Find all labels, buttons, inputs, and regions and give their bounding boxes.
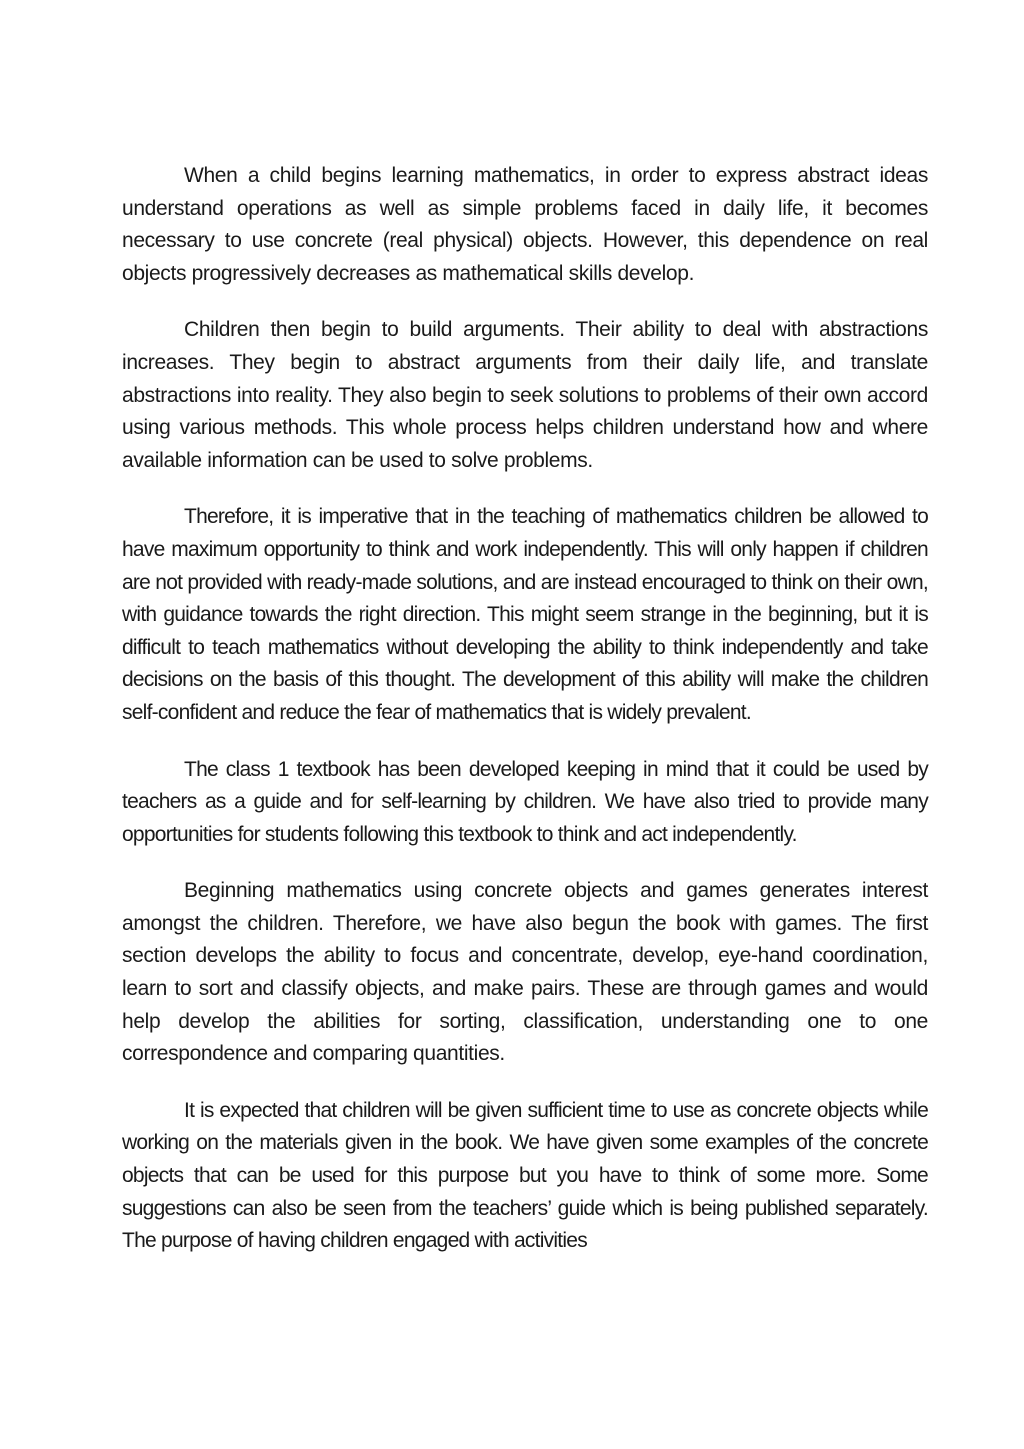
paragraph-2: Children then begin to build arguments. Their ability to deal with abstractions increases. They begin to abstract arguments from their daily life, and translate abstractions into reality. They also begin to seek solutions to problems of their own accord using various methods. This whole process helps children understand how and where available information can be used to solve problems. xyxy=(122,318,928,472)
paragraph-1: When a child begins learning mathematics, in order to express abstract ideas understand operations as well as simple problems faced in daily life, it becomes necessary to use concrete (real physical) objects. However, this dependence on real objects progressively decreases as mathematical skills develop. xyxy=(122,164,928,285)
paragraph-6: It is expected that children will be given sufficient time to use as concrete objects while working on the materials given in the book. We have given some examples of the concrete objects that can be used for this purpose but you have to think of some more. Some suggestions can also be seen from the teachers’ guide which is being published separately. The purpose of having children engaged with activities xyxy=(122,1098,928,1253)
paragraph-3: Therefore, it is imperative that in the teaching of mathematics children be allowed to have maximum opportunity to think and work independently. This will only happen if children are not provided with ready-made solutions, and are instead encouraged to think on their own, with guidance towards the right direction. This might seem strange in the beginning, but it is difficult to teach mathematics without developing the ability to think independently and take decisions on the basis of this thought. The development of this ability will make the children self-confident and reduce the fear of mathematics that is widely prevalent. xyxy=(122,505,928,724)
document-body xyxy=(122,160,928,1282)
paragraph-4: The class 1 textbook has been developed keeping in mind that it could be used by teachers as a guide and for self-learning by children. We have also tried to provide many opportunities for students following this textbook to think and act independently. xyxy=(122,757,928,846)
paragraph-5: Beginning mathematics using concrete objects and games generates interest amongst the children. Therefore, we have also begun the book with games. The first section develops the ability to focus and concentrate, develop, eye-hand coordination, learn to sort and classify objects, and make pairs. These are through games and would help develop the abilities for sorting, classification, understanding one to one correspondence and comparing quantities. xyxy=(122,879,928,1066)
